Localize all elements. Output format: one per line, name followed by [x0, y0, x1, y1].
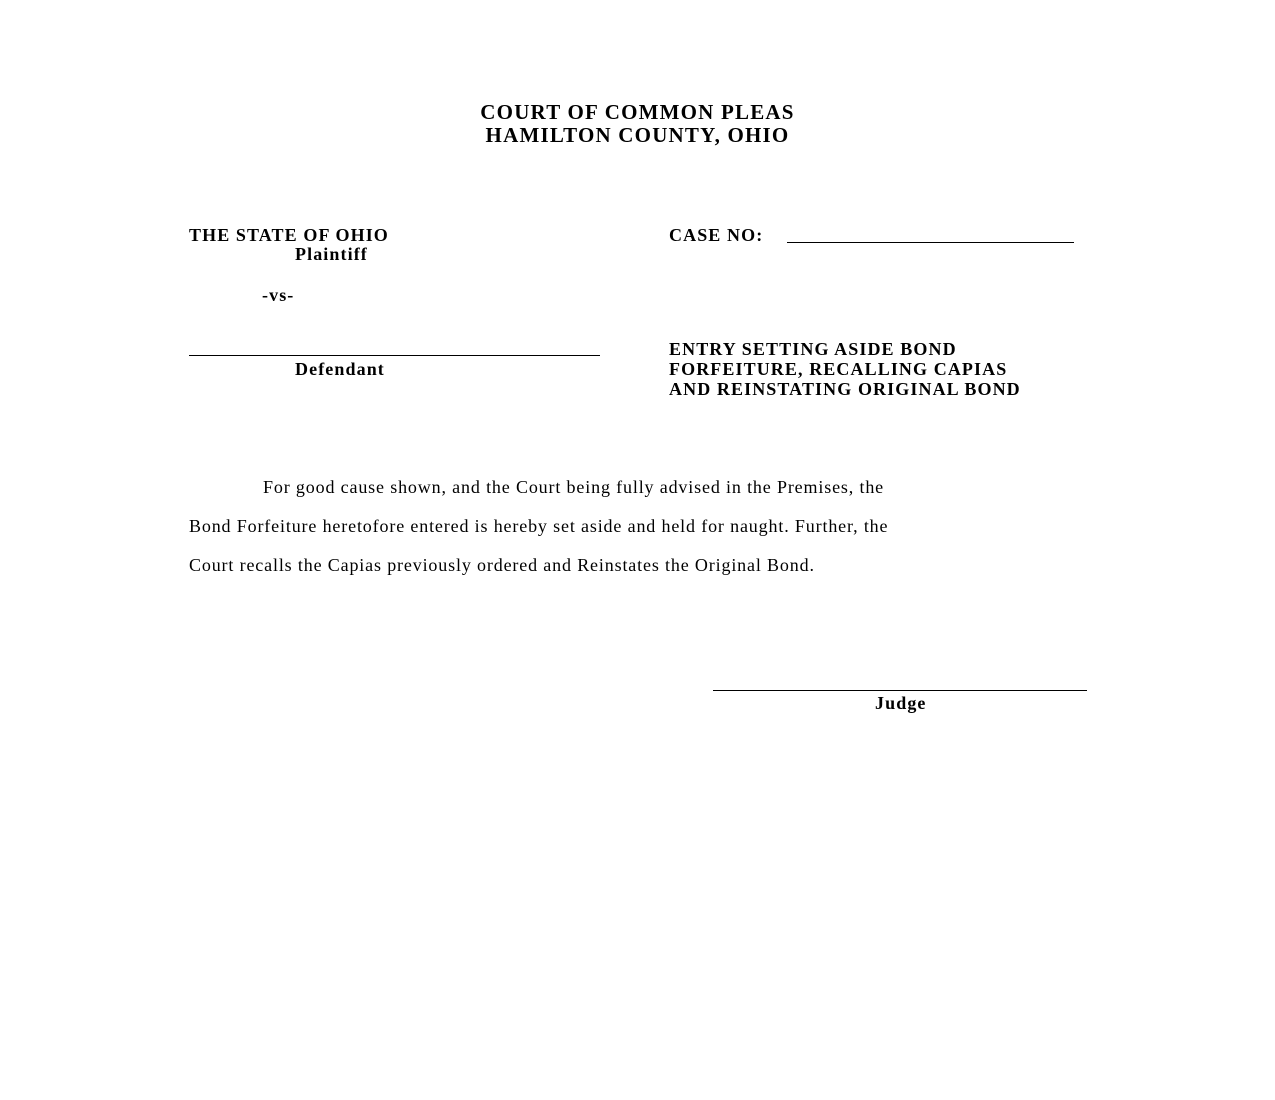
court-county: HAMILTON COUNTY, OHIO: [485, 123, 790, 147]
defendant-label: Defendant: [295, 359, 385, 379]
versus-label: -vs-: [262, 285, 295, 305]
body-line-1: For good cause shown, and the Court being fully advised in the Premises, the: [263, 477, 885, 497]
body-line-3: Court recalls the Capias previously ordered and Reinstates the Original Bond.: [189, 555, 815, 575]
entry-title-line-1: ENTRY SETTING ASIDE BOND: [669, 339, 957, 359]
plaintiff-label: Plaintiff: [295, 244, 368, 264]
judge-label: Judge: [875, 693, 927, 713]
judge-signature-line[interactable]: [713, 690, 1087, 691]
body-line-2: Bond Forfeiture heretofore entered is hereby set aside and held for naught. Further, the: [189, 516, 889, 536]
defendant-name-field[interactable]: [189, 355, 600, 356]
entry-title-line-3: AND REINSTATING ORIGINAL BOND: [669, 379, 1021, 399]
court-name: COURT OF COMMON PLEAS: [480, 100, 795, 124]
case-number-label: CASE NO:: [669, 225, 764, 245]
entry-title-line-2: FORFEITURE, RECALLING CAPIAS: [669, 359, 1008, 379]
case-number-field[interactable]: [787, 242, 1074, 243]
plaintiff-name: THE STATE OF OHIO: [189, 225, 389, 245]
